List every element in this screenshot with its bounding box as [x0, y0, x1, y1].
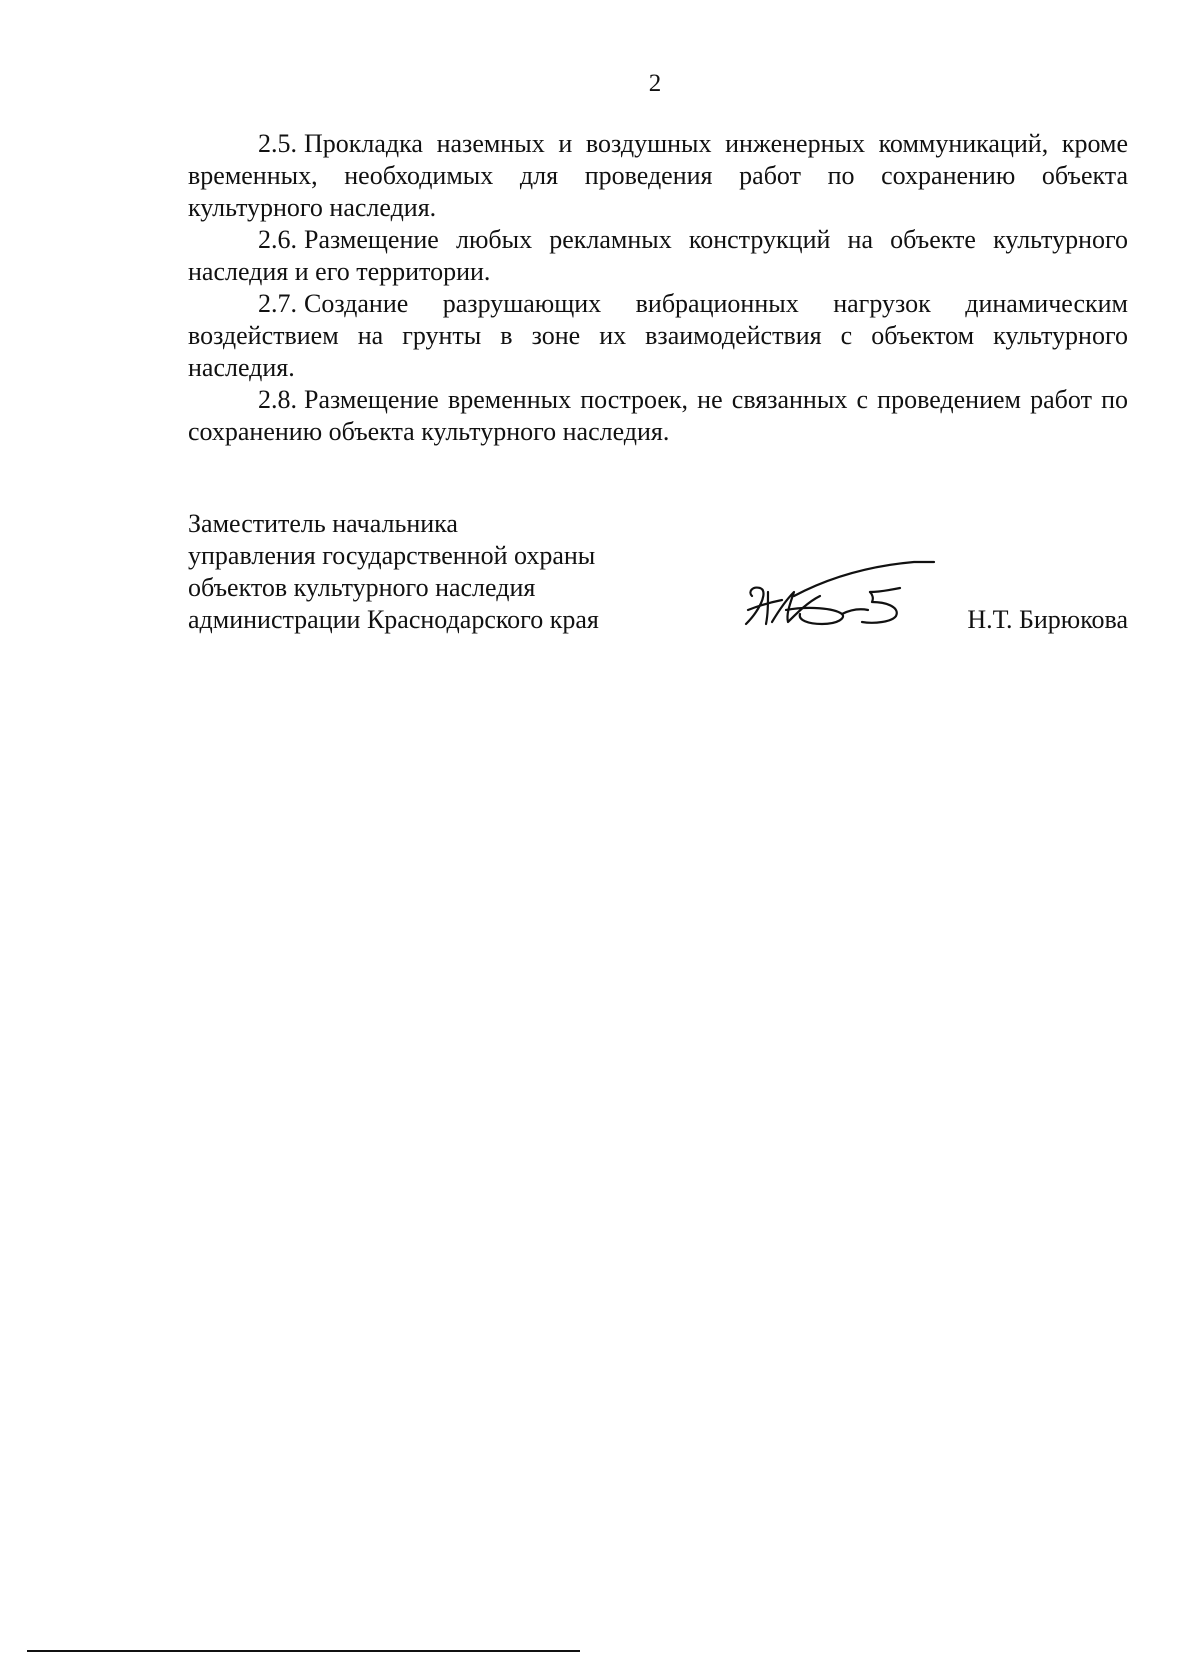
footer-divider — [27, 1650, 580, 1652]
handwritten-signature — [738, 552, 948, 642]
signer-position-line: объектов культурного наследия — [188, 573, 536, 602]
signer-position-line: администрации Краснодарского края — [188, 605, 599, 634]
signer-position-line: управления государственной охраны — [188, 541, 596, 570]
signer-position-line: Заместитель начальника — [188, 509, 458, 538]
clause-2-7 — [188, 288, 1128, 384]
clause-2-5 — [188, 128, 1128, 224]
clause-text: Размещение временных построек, не связанных с проведением работ по сохранению объекта культурного наследия. — [188, 385, 1128, 446]
clause-2-6 — [188, 224, 1128, 288]
clause-number: 2.6. — [258, 225, 297, 254]
clause-number: 2.5. — [258, 129, 297, 158]
document-body — [188, 128, 1128, 448]
signer-name: Н.Т. Бирюкова — [967, 605, 1128, 634]
signer-position — [188, 508, 648, 636]
clause-text: Создание разрушающих вибрационных нагрузок динамическим воздействием на грунты в зоне их взаимодействия с объектом культурного наследия. — [188, 289, 1128, 382]
clause-number: 2.7. — [258, 289, 297, 318]
clause-text: Размещение любых рекламных конструкций на объекте культурного наследия и его территории. — [188, 225, 1128, 286]
clause-text: Прокладка наземных и воздушных инженерных коммуникаций, кроме временных, необходимых для проведения работ по сохранению объекта культурного наследия. — [188, 129, 1128, 222]
clause-number: 2.8. — [258, 385, 297, 414]
signature-block — [188, 508, 1128, 648]
page-number: 2 — [648, 70, 662, 97]
clause-2-8 — [188, 384, 1128, 448]
